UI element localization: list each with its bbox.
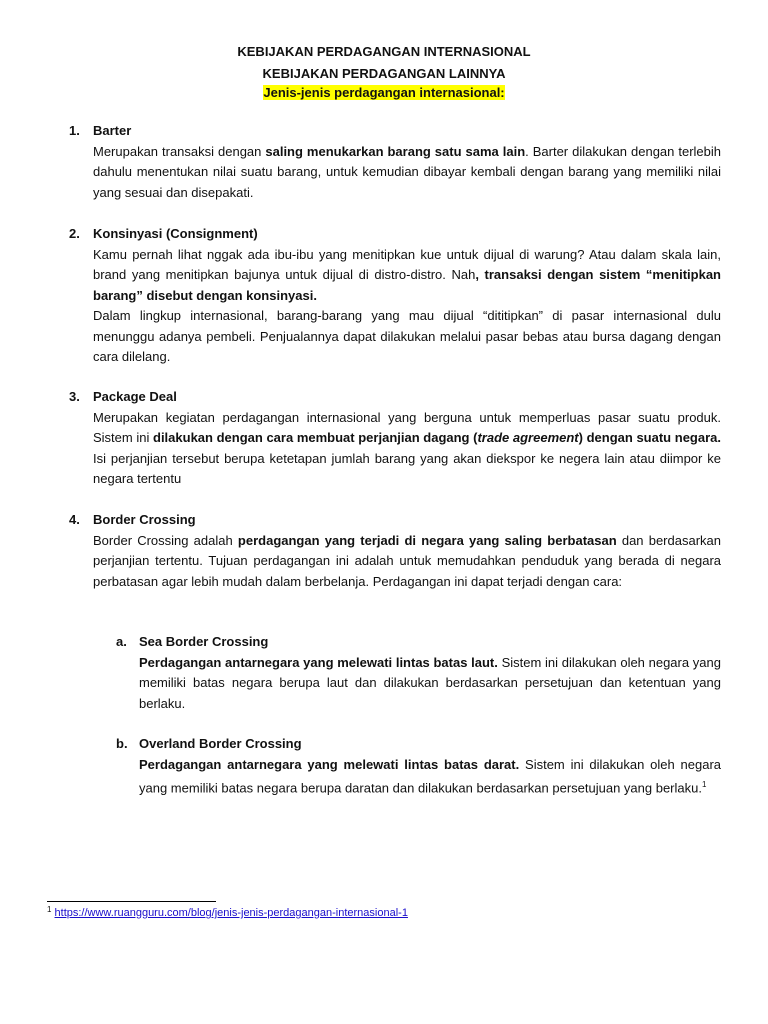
item-title: Barter	[93, 123, 132, 138]
item-paragraph: Border Crossing adalah perdagangan yang terjadi di negara yang saling berbatasan dan berdasarkan perjanjian tertentu. Tujuan perdagangan ini adalah untuk memudahkan penduduk yang berada di negara perbatasan agar lebih mudah dalam berbelanja. Perdagangan ini dapat terjadi dengan cara:	[93, 532, 721, 589]
item-paragraph: Kamu pernah lihat nggak ada ibu-ibu yang menitipkan kue untuk dijual di warung? Atau dalam skala lain, brand yang menitipkan bajunya untuk dijual di distro-distro. Nah, transaksi dengan sistem “menitipkan barang” disebut dengan konsinyasi.	[93, 246, 721, 303]
sub-item-paragraph: Perdagangan antarnegara yang melewati lintas batas laut. Sistem ini dilakukan oleh negara yang memiliki batas negara berupa laut dan dilakukan berdasarkan persetujuan dan ketentuan yang berlaku.	[139, 654, 721, 711]
sub-item-paragraph: Perdagangan antarnegara yang melewati lintas batas darat. Sistem ini dilakukan oleh negara yang memiliki batas negara berupa daratan dan dilakukan berdasarkan persetujuan yang berlaku.$^1$	[139, 756, 721, 796]
item-number: 3.	[69, 389, 80, 404]
document-title: KEBIJAKAN PERDAGANGAN INTERNASIONAL	[237, 44, 531, 59]
footnote	[47, 905, 408, 919]
list-item-package-deal	[69, 387, 721, 490]
highlighted-heading: Jenis-jenis perdagangan internasional:	[263, 85, 505, 100]
list-item-konsinyasi	[69, 224, 721, 368]
sub-item-sea-border	[116, 632, 721, 714]
item-title: Package Deal	[93, 389, 177, 404]
footnote-link[interactable]: https://www.ruangguru.com/blog/jenis-jenis-perdagangan-internasional-1	[54, 907, 408, 919]
item-number: 2.	[69, 226, 80, 241]
item-paragraph: Dalam lingkup internasional, barang-barang yang mau dijual “dititipkan” di pasar internasional dulu menunggu adanya pembeli. Penjualannya dapat dilakukan melalui pasar bebas atau bursa dagang dengan cara dilelang.	[93, 308, 721, 364]
item-number: 4.	[69, 512, 80, 527]
sub-item-title: Overland Border Crossing	[139, 736, 302, 751]
list-item-barter	[69, 121, 721, 203]
sub-item-letter: b.	[116, 736, 128, 751]
document-subtitle: KEBIJAKAN PERDAGANGAN LAINNYA	[262, 66, 506, 81]
item-title: Border Crossing	[93, 512, 196, 527]
sub-item-overland-border	[116, 734, 721, 799]
sub-item-letter: a.	[116, 634, 127, 649]
item-paragraph: Merupakan transaksi dengan saling menukarkan barang satu sama lain. Barter dilakukan dengan terlebih dahulu menentukan nilai suatu barang, untuk kemudian dibayar kembali dengan barang yang memiliki nilai yang sesuai dan disepakati.	[93, 143, 722, 200]
footnote-reference: 1	[701, 780, 707, 789]
item-paragraph: Merupakan kegiatan perdagangan internasional yang berguna untuk memperluas pasar suatu produk. Sistem ini dilakukan dengan cara membuat perjanjian dagang (trade agreement) dengan suatu negara. Isi perjanjian tersebut berupa ketetapan jumlah barang yang akan diekspor ke negera lain atau diimpor ke negara tertentu	[93, 409, 721, 486]
footnote-number: 1	[47, 905, 52, 914]
list-item-border-crossing	[69, 510, 721, 592]
item-title: Konsinyasi (Consignment)	[93, 226, 258, 241]
item-number: 1.	[69, 123, 80, 138]
footnote-separator	[47, 901, 216, 902]
section-heading	[0, 85, 768, 100]
sub-item-title: Sea Border Crossing	[139, 634, 269, 649]
